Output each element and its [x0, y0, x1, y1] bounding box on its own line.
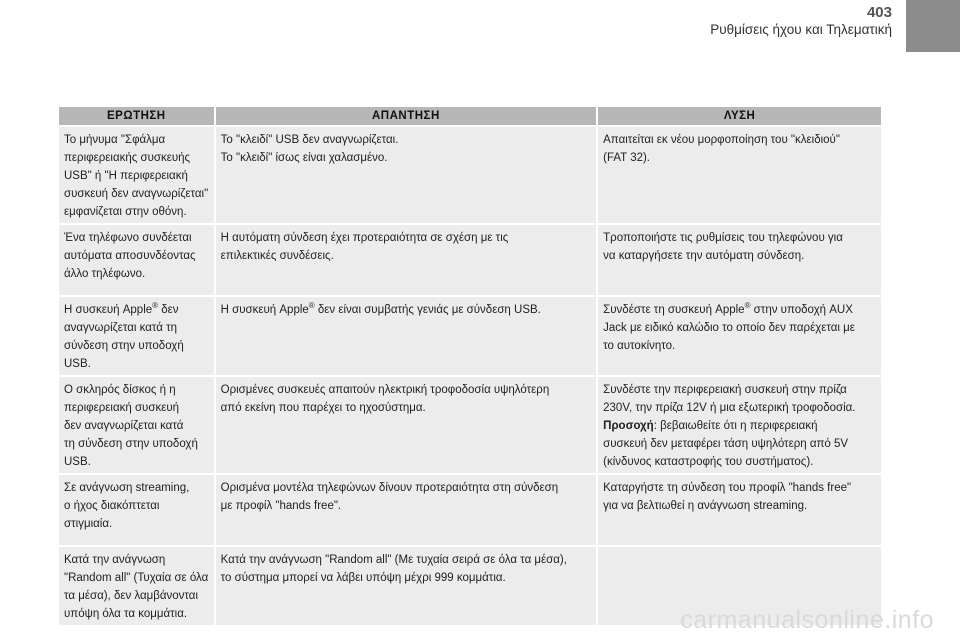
question-cell: Κατά την ανάγνωση "Random all" (Τυχαία σε όλα τα μέσα), δεν λαμβάνονται υπόψη όλα τα κομμάτια. — [59, 547, 214, 625]
question-cell: Η συσκευή Apple® δεν αναγνωρίζεται κατά τη σύνδεση στην υποδοχή USB. — [59, 297, 214, 375]
page-number: 403 — [866, 4, 892, 21]
column-header-question: ΕΡΩΤΗΣΗ — [59, 107, 214, 125]
solution-cell: Συνδέστε την περιφερειακή συσκευή στην πρίζα 230V, την πρίζα 12V ή μια εξωτερική τροφοδοσία. Προσοχή: βεβαιωθείτε ότι η περιφερειακή συσκευή δεν μεταφέρει τάση υψηλότερη από 5V (κίνδυνος καταστροφής του συστήματος). — [598, 377, 881, 473]
answer-cell: Ορισμένα μοντέλα τηλεφώνων δίνουν προτεραιότητα στη σύνδεση με προφίλ "hands free". — [216, 475, 597, 545]
watermark: carmanualsonline.info — [680, 606, 934, 634]
solution-cell: Καταργήστε τη σύνδεση του προφίλ "hands free" για να βελτιωθεί η ανάγνωση streaming. — [598, 475, 881, 545]
section-title: Ρυθμίσεις ήχου και Τηλεματική — [710, 22, 892, 37]
column-header-solution: ΛΥΣΗ — [598, 107, 881, 125]
question-cell: Σε ανάγνωση streaming, ο ήχος διακόπτεται στιγμιαία. — [59, 475, 214, 545]
solution-cell: Τροποποιήστε τις ρυθμίσεις του τηλεφώνου για να καταργήσετε την αυτόματη σύνδεση. — [598, 225, 881, 295]
question-cell: Ένα τηλέφωνο συνδέεται αυτόματα αποσυνδέοντας άλλο τηλέφωνο. — [59, 225, 214, 295]
answer-cell: Κατά την ανάγνωση "Random all" (Με τυχαία σειρά σε όλα τα μέσα), το σύστημα μπορεί να λάβει υπόψη μέχρι 999 κομμάτια. — [216, 547, 597, 625]
table-row — [59, 297, 881, 375]
warning-line: Προσοχή: βεβαιωθείτε ότι η περιφερειακή — [603, 420, 818, 432]
table-header-row — [59, 107, 881, 125]
answer-cell: Το "κλειδί" USB δεν αναγνωρίζεται. Το "κλειδί" ίσως είναι χαλασμένο. — [216, 127, 597, 223]
answer-cell: Η αυτόματη σύνδεση έχει προτεραιότητα σε σχέση με τις επιλεκτικές συνδέσεις. — [216, 225, 597, 295]
question-cell: Το μήνυμα "Σφάλμα περιφερειακής συσκευής USB" ή "Η περιφερειακή συσκευή δεν αναγνωρίζεται" εμφανίζεται στην οθόνη. — [59, 127, 214, 223]
table-row — [59, 377, 881, 473]
table-row — [59, 225, 881, 295]
chapter-tab — [906, 0, 960, 52]
warning-label: Προσοχή — [603, 420, 654, 432]
troubleshooting-table — [57, 105, 883, 627]
solution-cell: Απαιτείται εκ νέου μορφοποίηση του "κλειδιού" (FAT 32). — [598, 127, 881, 223]
answer-cell: Η συσκευή Apple® δεν είναι συμβατής γενιάς με σύνδεση USB. — [216, 297, 597, 375]
table-row — [59, 127, 881, 223]
answer-cell: Ορισμένες συσκευές απαιτούν ηλεκτρική τροφοδοσία υψηλότερη από εκείνη που παρέχει το ηχοσύστημα. — [216, 377, 597, 473]
table-row — [59, 475, 881, 545]
solution-cell: Συνδέστε τη συσκευή Apple® στην υποδοχή AUX Jack με ειδικό καλώδιο το οποίο δεν παρέχεται με το αυτοκίνητο. — [598, 297, 881, 375]
question-cell: Ο σκληρός δίσκος ή η περιφερειακή συσκευή δεν αναγνωρίζεται κατά τη σύνδεση στην υποδοχή USB. — [59, 377, 214, 473]
column-header-answer: ΑΠΑΝΤΗΣΗ — [216, 107, 597, 125]
